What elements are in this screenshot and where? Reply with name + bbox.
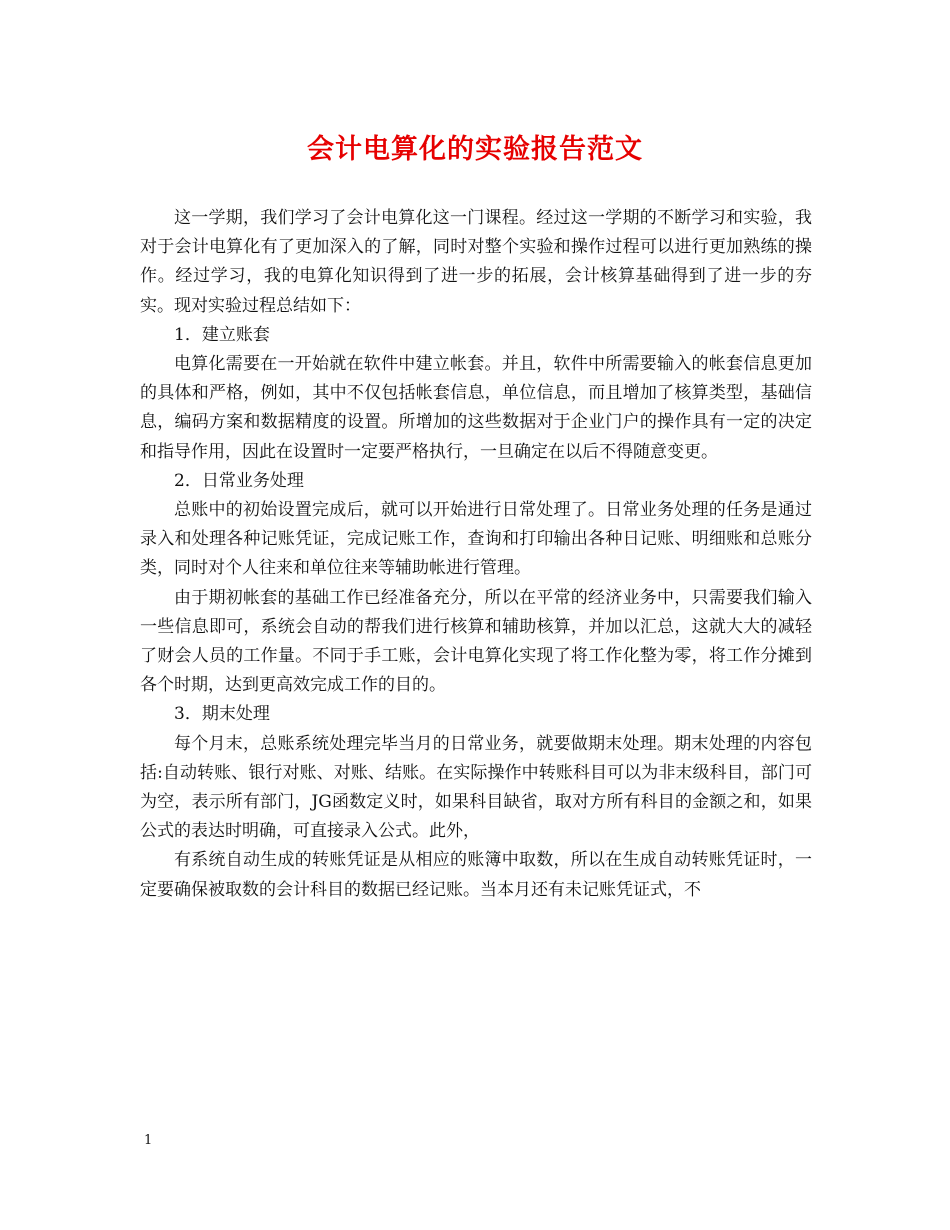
- paragraph-section-3b: 有系统自动生成的转账凭证是从相应的账簿中取数，所以在生成自动转账凭证时，一定要确保被取数的会计科目的数据已经记账。当本月还有未记账凭证式，不: [140, 850, 812, 900]
- paragraph-section-3a: 每个月末，总账系统处理完毕当月的日常业务，就要做期末处理。期末处理的内容包括:自动转账、银行对账、对账、结账。在实际操作中转账科目可以为非末级科目，部门可为空，表示所有部门，JG函数定义时，如果科目缺省，取对方所有科目的金额之和，如果公式的表达时明确，可直接录入公式。此外，: [140, 733, 812, 842]
- paragraph-section-2a: 总账中的初始设置完成后，就可以开始进行日常处理了。日常业务处理的任务是通过录入和处理各种记账凭证，完成记账工作，查询和打印输出各种日记账、明细账和总账分类，同时对个人往来和单位往来等辅助帐进行管理。: [140, 500, 812, 579]
- document-body: [140, 204, 812, 905]
- section-heading-2: 2．日常业务处理: [174, 470, 304, 491]
- paragraph-section-1: 电算化需要在一开始就在软件中建立帐套。并且，软件中所需要输入的帐套信息更加的具体和严格，例如，其中不仅包括帐套信息，单位信息，而且增加了核算类型，基础信息，编码方案和数据精度的设置。所增加的这些数据对于企业门户的操作具有一定的决定和指导作用，因此在设置时一定要严格执行，一旦确定在以后不得随意变更。: [140, 354, 812, 462]
- page-number: 1: [144, 1133, 153, 1148]
- section-heading-3: 3．期末处理: [174, 704, 270, 725]
- paragraph-intro: 这一学期，我们学习了会计电算化这一门课程。经过这一学期的不断学习和实验，我对于会计电算化有了更加深入的了解，同时对整个实验和操作过程可以进行更加熟练的操作。经过学习，我的电算化知识得到了进一步的拓展，会计核算基础得到了进一步的夯实。现对实验过程总结如下：: [140, 208, 812, 316]
- section-heading-1: 1．建立账套: [174, 324, 270, 345]
- document-title: 会计电算化的实验报告范文: [307, 134, 643, 165]
- paragraph-section-2b: 由于期初帐套的基础工作已经准备充分，所以在平常的经济业务中，只需要我们输入一些信息即可，系统会自动的帮我们进行核算和辅助核算，并加以汇总，这就大大的减轻了财会人员的工作量。不同于手工账，会计电算化实现了将工作化整为零，将工作分摊到各个时期，达到更高效完成工作的目的。: [140, 587, 812, 696]
